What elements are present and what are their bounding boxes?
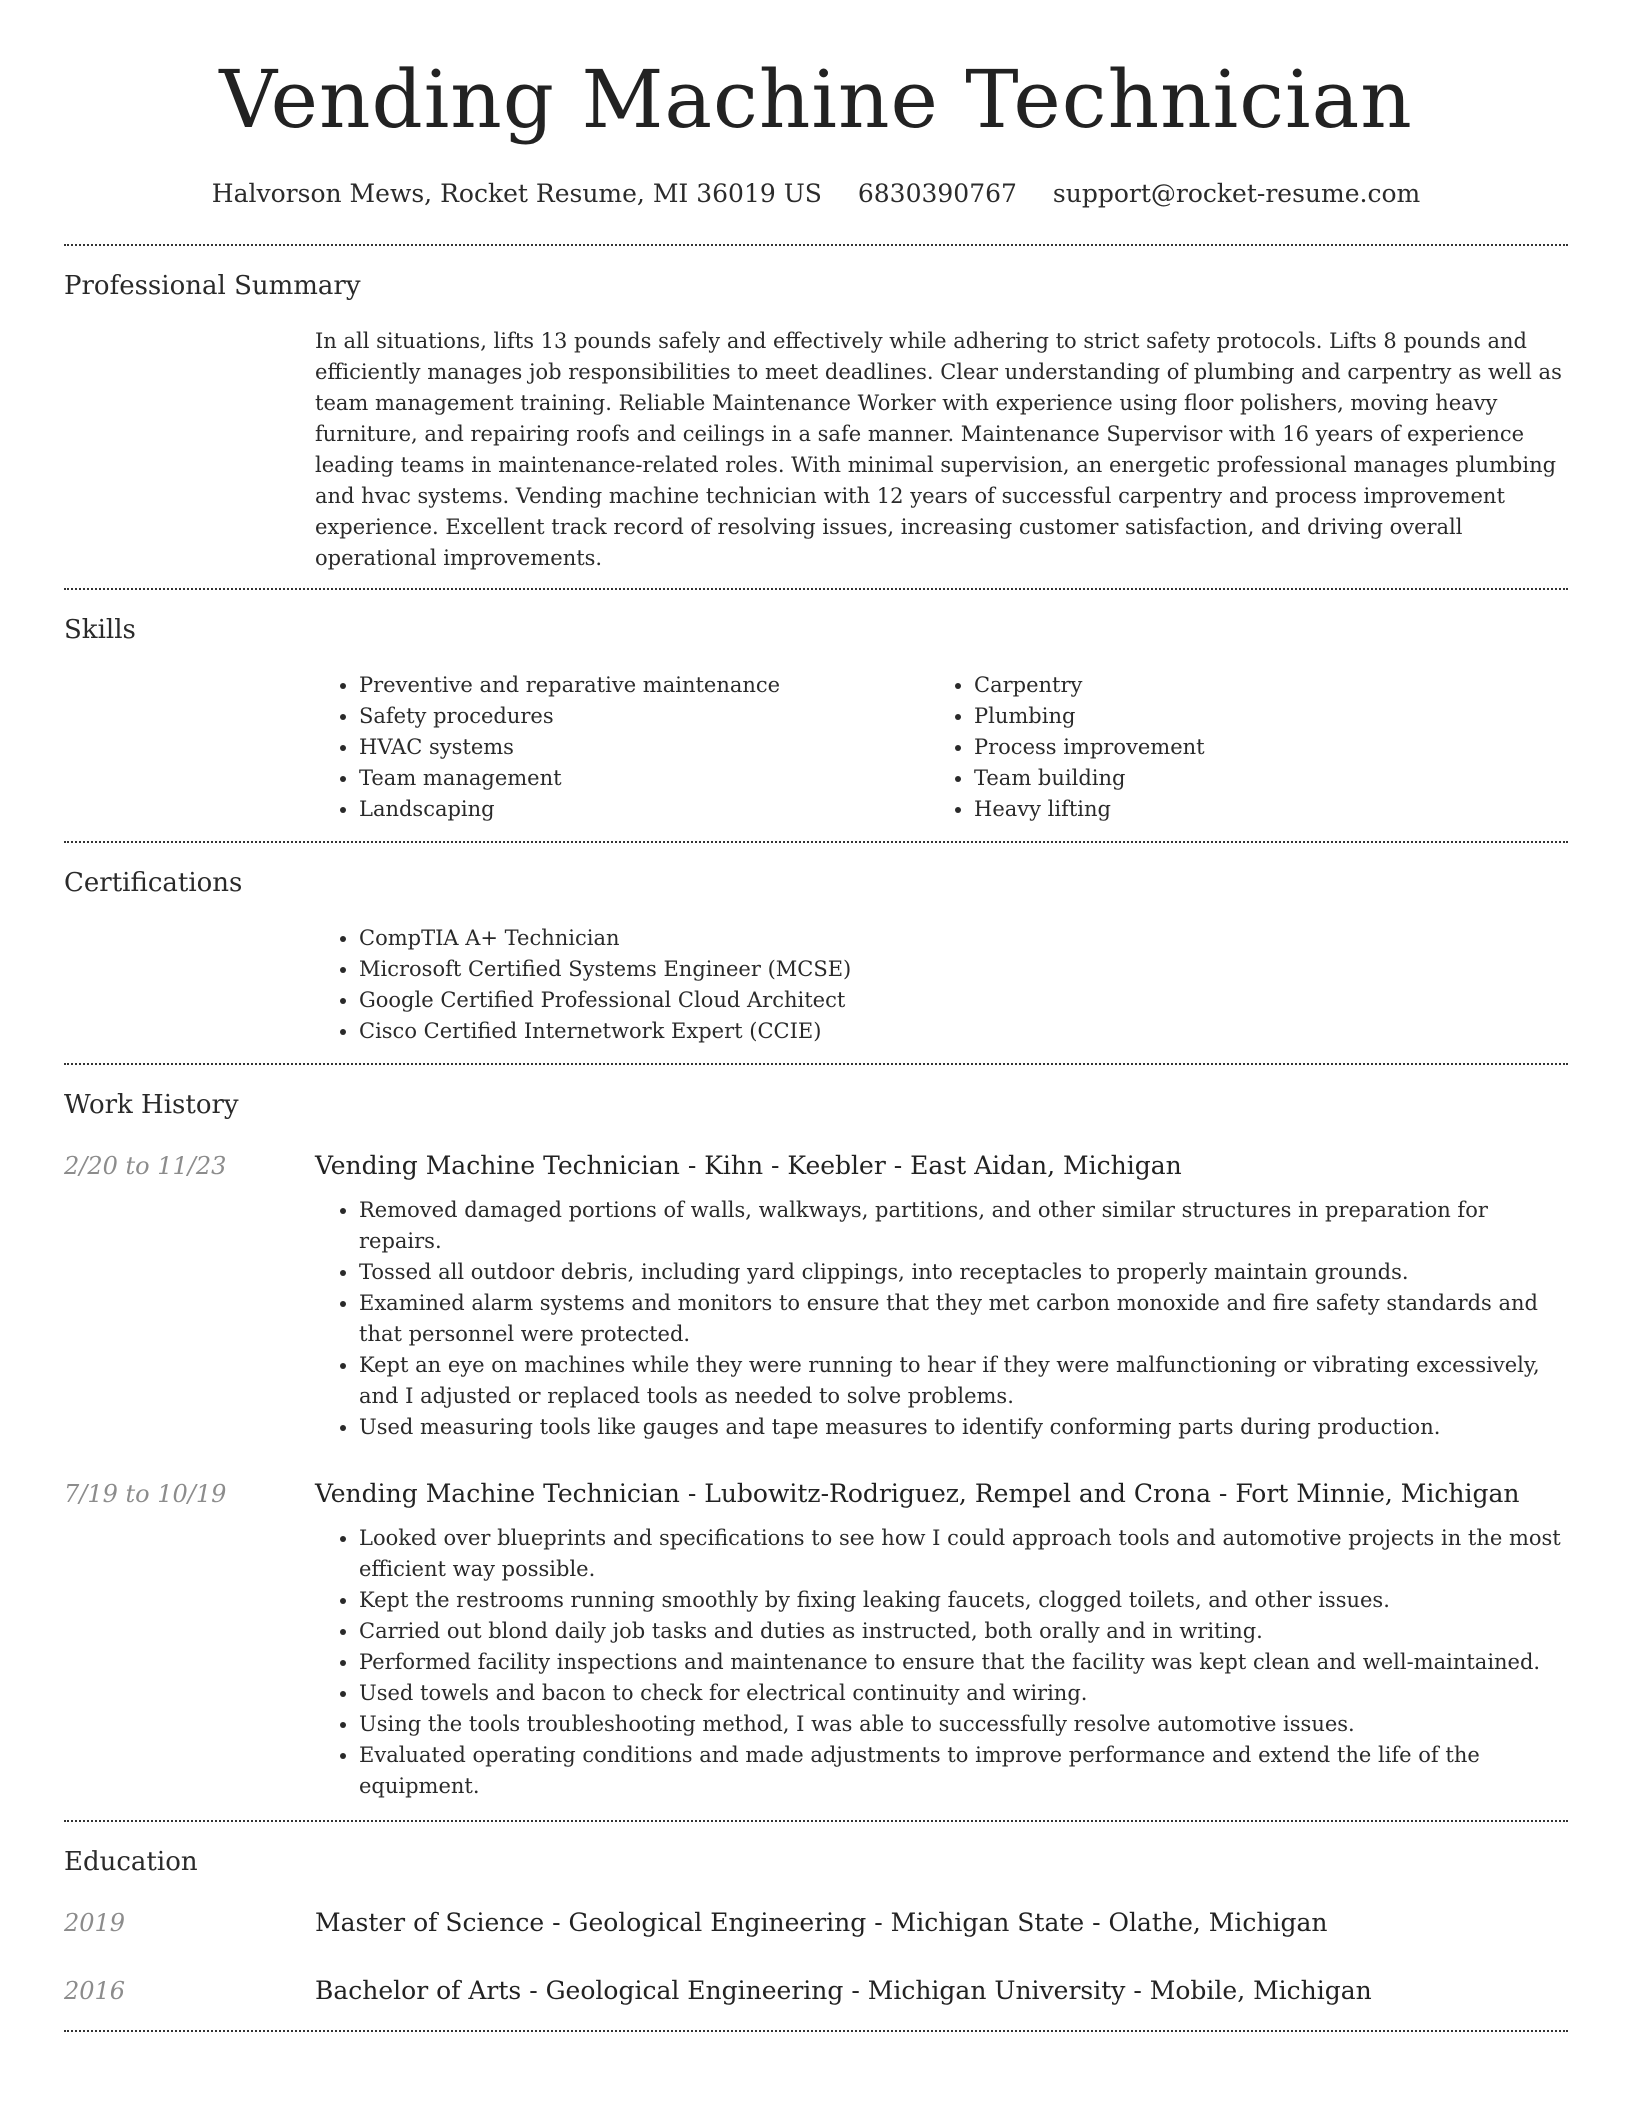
job-title: Vending Machine Technician - Lubowitz-Rodriguez, Rempel and Crona - Fort Minnie, Michigan — [315, 1479, 1520, 1508]
job-entry — [64, 1477, 1568, 1802]
section-title-certifications: Certifications — [64, 868, 243, 898]
job-bullet: • Examined alarm systems and monitors to ensure that they met carbon monoxide and fire safety standards and that personnel were protected. — [359, 1288, 1568, 1350]
job-bullet: • Kept an eye on machines while they were running to hear if they were malfunctioning or vibrating excessively, and I adjusted or replaced tools as needed to solve problems. — [359, 1350, 1568, 1412]
job-bullet: • Used towels and bacon to check for electrical continuity and wiring. — [359, 1678, 1568, 1709]
job-bullet: • Removed damaged portions of walls, walkways, partitions, and other similar structures in preparation for repairs. — [359, 1195, 1568, 1257]
section-divider — [64, 2030, 1568, 2032]
job-bullets — [315, 1195, 1568, 1443]
section-title-education: Education — [64, 1847, 198, 1877]
education-section — [64, 1822, 1568, 2030]
skill-item: • Plumbing — [974, 701, 1545, 732]
education-entry — [64, 1906, 1568, 1940]
education-year: 2019 — [64, 1909, 126, 1937]
resume-header — [64, 0, 1568, 210]
section-title-summary: Professional Summary — [64, 271, 361, 301]
candidate-name: Vending Machine Technician — [219, 53, 1413, 146]
skill-item: • Safety procedures — [359, 701, 930, 732]
job-bullet: • Used measuring tools like gauges and tape measures to identify conforming parts during production. — [359, 1412, 1568, 1443]
certification-item: • Google Certified Professional Cloud Architect — [359, 985, 1568, 1016]
skill-item: • Preventive and reparative maintenance — [359, 670, 930, 701]
contact-address: Halvorson Mews, Rocket Resume, MI 36019 US — [211, 179, 822, 208]
skill-item: • Team building — [974, 763, 1545, 794]
contact-email: support@rocket-resume.com — [1052, 179, 1421, 208]
job-bullet: • Performed facility inspections and maintenance to ensure that the facility was kept clean and well-maintained. — [359, 1647, 1568, 1678]
skills-column-right — [930, 670, 1545, 825]
skills-section — [64, 590, 1568, 841]
skill-item: • Carpentry — [974, 670, 1545, 701]
job-details — [315, 1149, 1568, 1443]
contact-line — [64, 178, 1568, 210]
job-bullet: • Evaluated operating conditions and made adjustments to improve performance and extend the life of the equipment. — [359, 1740, 1568, 1802]
job-bullet: • Tossed all outdoor debris, including yard clippings, into receptacles to properly maintain grounds. — [359, 1257, 1568, 1288]
job-title: Vending Machine Technician - Kihn - Keebler - East Aidan, Michigan — [315, 1151, 1182, 1180]
certification-item: • Microsoft Certified Systems Engineer (MCSE) — [359, 954, 1568, 985]
job-bullet: • Kept the restrooms running smoothly by fixing leaking faucets, clogged toilets, and other issues. — [359, 1585, 1568, 1616]
skill-item: • Landscaping — [359, 794, 930, 825]
certification-item: • Cisco Certified Internetwork Expert (CCIE) — [359, 1016, 1568, 1047]
education-title: Bachelor of Arts - Geological Engineering - Michigan University - Mobile, Michigan — [315, 1976, 1372, 2005]
skill-item: • Heavy lifting — [974, 794, 1545, 825]
job-details — [315, 1477, 1568, 1802]
work-history-section — [64, 1065, 1568, 1820]
job-date: 2/20 to 11/23 — [64, 1152, 227, 1180]
section-title-skills: Skills — [64, 615, 136, 645]
job-bullet: • Carried out blond daily job tasks and duties as instructed, both orally and in writing. — [359, 1616, 1568, 1647]
skills-list — [315, 670, 1568, 841]
education-title: Master of Science - Geological Engineering - Michigan State - Olathe, Michigan — [315, 1908, 1328, 1937]
job-bullet: • Using the tools troubleshooting method, I was able to successfully resolve automotive issues. — [359, 1709, 1568, 1740]
summary-text: In all situations, lifts 13 pounds safely and effectively while adhering to strict safety protocols. Lifts 8 pounds and efficiently manages job responsibilities to meet deadlines. Clear understanding of plumbing and carpentry as well as team management training. Reliable Maintenance Worker with experience using floor polishers, moving heavy furniture, and repairing roofs and ceilings in a safe manner. Maintenance Supervisor with 16 years of experience leading teams in maintenance-related roles. With minimal supervision, an energetic professional manages plumbing and hvac systems. Vending machine technician with 12 years of successful carpentry and process improvement experience. Excellent track record of resolving issues, increasing customer satisfaction, and driving overall operational improvements. — [315, 329, 1562, 570]
education-entry — [64, 1974, 1568, 2008]
skill-item: • Team management — [359, 763, 930, 794]
job-date: 7/19 to 10/19 — [64, 1480, 227, 1508]
job-bullet: • Looked over blueprints and specifications to see how I could approach tools and automotive projects in the most efficient way possible. — [359, 1523, 1568, 1585]
summary-section — [64, 246, 1568, 588]
job-bullets — [315, 1523, 1568, 1802]
certifications-bullets — [315, 923, 1568, 1047]
education-year: 2016 — [64, 1977, 126, 2005]
skills-column-left — [315, 670, 930, 825]
contact-phone: 6830390767 — [857, 179, 1017, 208]
certifications-section — [64, 843, 1568, 1063]
certifications-list — [315, 923, 1568, 1063]
skill-item: • Process improvement — [974, 732, 1545, 763]
job-entry — [64, 1149, 1568, 1443]
certification-item: • CompTIA A+ Technician — [359, 923, 1568, 954]
section-title-work: Work History — [64, 1090, 239, 1120]
skill-item: • HVAC systems — [359, 732, 930, 763]
